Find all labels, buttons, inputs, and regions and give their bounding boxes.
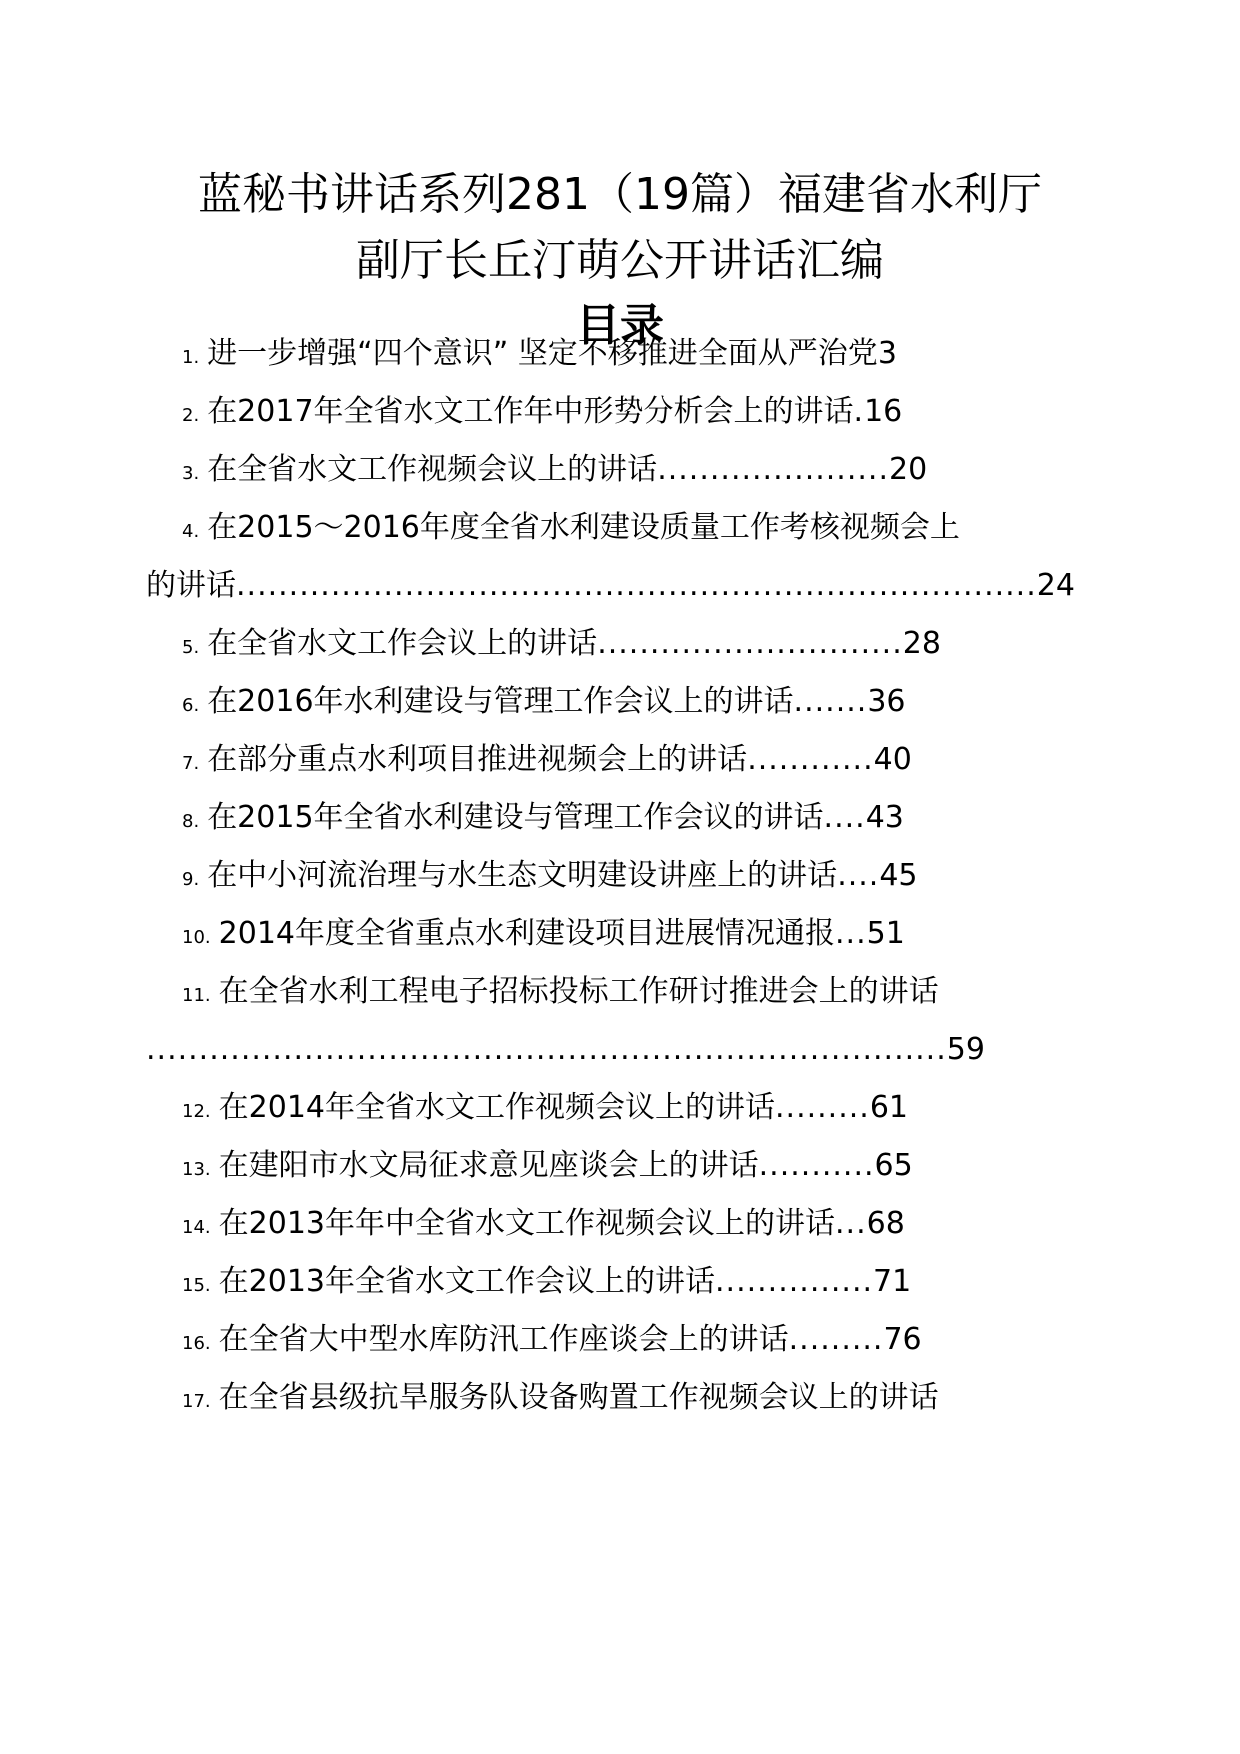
toc-entry-number: 9. (182, 869, 200, 890)
toc-entry-leader: ... (835, 1206, 867, 1241)
toc-entry-leader: ............... (715, 1264, 874, 1299)
toc-entry[interactable] (182, 1204, 905, 1248)
toc-entry-leader: ............................................................................ (146, 1032, 947, 1067)
toc-entry[interactable] (182, 392, 902, 436)
toc-entry-number: 16. (182, 1333, 211, 1354)
toc-entry-leader: ............................. (597, 626, 903, 661)
toc-entry[interactable] (182, 856, 918, 900)
toc-entry[interactable] (182, 914, 905, 958)
toc-entry[interactable] (182, 450, 927, 494)
toc-entry[interactable] (182, 334, 897, 378)
toc-entry-leader: ......... (775, 1090, 870, 1125)
toc-entry-page: 76 (883, 1322, 922, 1357)
toc-entry-title: 在全省县级抗旱服务队设备购置工作视频会议上的讲话 (218, 1380, 939, 1415)
toc-entry-title: 在中小河流治理与水生态文明建设讲座上的讲话 (207, 858, 838, 893)
toc-entry-page: 59 (946, 1032, 985, 1067)
toc-entry[interactable] (182, 1088, 908, 1132)
toc-entry-title: 在全省水文工作会议上的讲话 (207, 626, 598, 661)
toc-entry[interactable] (182, 1262, 911, 1306)
toc-entry-number: 14. (182, 1217, 211, 1238)
toc-entry-page: 28 (902, 626, 941, 661)
toc-entry-title: 在2017年全省水文工作年中形势分析会上的讲话 (207, 394, 854, 429)
toc-entry-number: 3. (182, 463, 200, 484)
toc-entry-number: 1. (182, 347, 200, 368)
toc-entry-page: 40 (873, 742, 912, 777)
toc-entry-leader: ....... (793, 684, 868, 719)
toc-entry-number: 10. (182, 927, 211, 948)
toc-entry-page: 36 (867, 684, 906, 719)
toc-entry-number: 6. (182, 695, 200, 716)
toc-entry-leader: ...................... (657, 452, 889, 487)
toc-entry-leader: ... (835, 916, 867, 951)
toc-entry-page: 20 (888, 452, 928, 487)
toc-entry-page: 43 (865, 800, 904, 835)
toc-entry-page: 71 (873, 1264, 912, 1299)
toc-entry-number: 13. (182, 1159, 211, 1180)
toc-entry-title-continued: 的讲话 (146, 568, 236, 603)
toc-entry-title: 在2013年全省水文工作会议上的讲话 (218, 1264, 715, 1299)
toc-entry-continuation[interactable] (146, 1030, 985, 1070)
toc-entry-page: 65 (874, 1148, 913, 1183)
toc-entry-title: 在全省水文工作视频会议上的讲话 (207, 452, 658, 487)
toc-entry-title: 在全省水利工程电子招标投标工作研讨推进会上的讲话 (218, 974, 939, 1009)
toc-entry-leader: . (853, 394, 865, 429)
toc-entry-leader: .... (823, 800, 866, 835)
toc-entry-page: 16 (864, 394, 903, 429)
toc-entry[interactable] (182, 1320, 922, 1364)
toc-entry-number: 15. (182, 1275, 211, 1296)
toc-entry-title: 在全省大中型水库防汛工作座谈会上的讲话 (218, 1322, 789, 1357)
toc-entry-title: 在2016年水利建设与管理工作会议上的讲话 (207, 684, 794, 719)
toc-entry-number: 8. (182, 811, 200, 832)
toc-entry-leader: ............................................................................ (236, 568, 1037, 603)
toc-entry-number: 11. (182, 985, 211, 1006)
toc-entry[interactable] (182, 972, 939, 1016)
toc-entry-page: 61 (869, 1090, 909, 1125)
toc-heading: 目录 (576, 300, 664, 351)
toc-entry-number: 7. (182, 753, 200, 774)
toc-entry-number: 2. (182, 405, 200, 426)
toc-entry-number: 5. (182, 637, 200, 658)
toc-entry-page: 68 (866, 1206, 905, 1241)
toc-entry-leader: .... (837, 858, 880, 893)
toc-entry-title: 在2014年全省水文工作视频会议上的讲话 (218, 1090, 775, 1125)
toc-entry-continuation[interactable] (146, 566, 1075, 606)
toc-entry[interactable] (182, 508, 960, 552)
toc-entry-page: 51 (866, 916, 905, 951)
toc-entry-title: 在建阳市水文局征求意见座谈会上的讲话 (218, 1148, 759, 1183)
toc-entry-title: 在2013年年中全省水文工作视频会议上的讲话 (218, 1206, 835, 1241)
toc-entry-title: 在2015～2016年度全省水利建设质量工作考核视频会上 (207, 510, 960, 545)
toc-entry[interactable] (182, 1146, 913, 1190)
document-title-line-2: 副厅长丘汀萌公开讲话汇编 (356, 235, 884, 286)
toc-entry[interactable] (182, 798, 904, 842)
toc-entry-number: 12. (182, 1101, 211, 1122)
toc-entry-leader: ......... (788, 1322, 884, 1357)
toc-entry[interactable] (182, 624, 941, 668)
toc-entry-title: 进一步增强“四个意识” 坚定不移推进全面从严治党 (207, 336, 878, 371)
toc-entry-title: 在部分重点水利项目推进视频会上的讲话 (207, 742, 748, 777)
toc-entry[interactable] (182, 1378, 939, 1422)
toc-entry-page: 45 (879, 858, 918, 893)
toc-entry-page: 3 (877, 336, 897, 371)
toc-entry-leader: ........... (758, 1148, 875, 1183)
toc-entry-leader: ............ (747, 742, 874, 777)
toc-entry-page: 24 (1036, 568, 1075, 603)
toc-entry[interactable] (182, 682, 906, 726)
toc-entry-number: 17. (182, 1391, 211, 1412)
document-title-line-1: 蓝秘书讲话系列281（19篇）福建省水利厅 (198, 169, 1042, 220)
toc-entry-title: 在2015年全省水利建设与管理工作会议的讲话 (207, 800, 824, 835)
toc-entry-title: 2014年度全省重点水利建设项目进展情况通报 (218, 916, 835, 951)
toc-entry-number: 4. (182, 521, 200, 542)
toc-entry[interactable] (182, 740, 912, 784)
